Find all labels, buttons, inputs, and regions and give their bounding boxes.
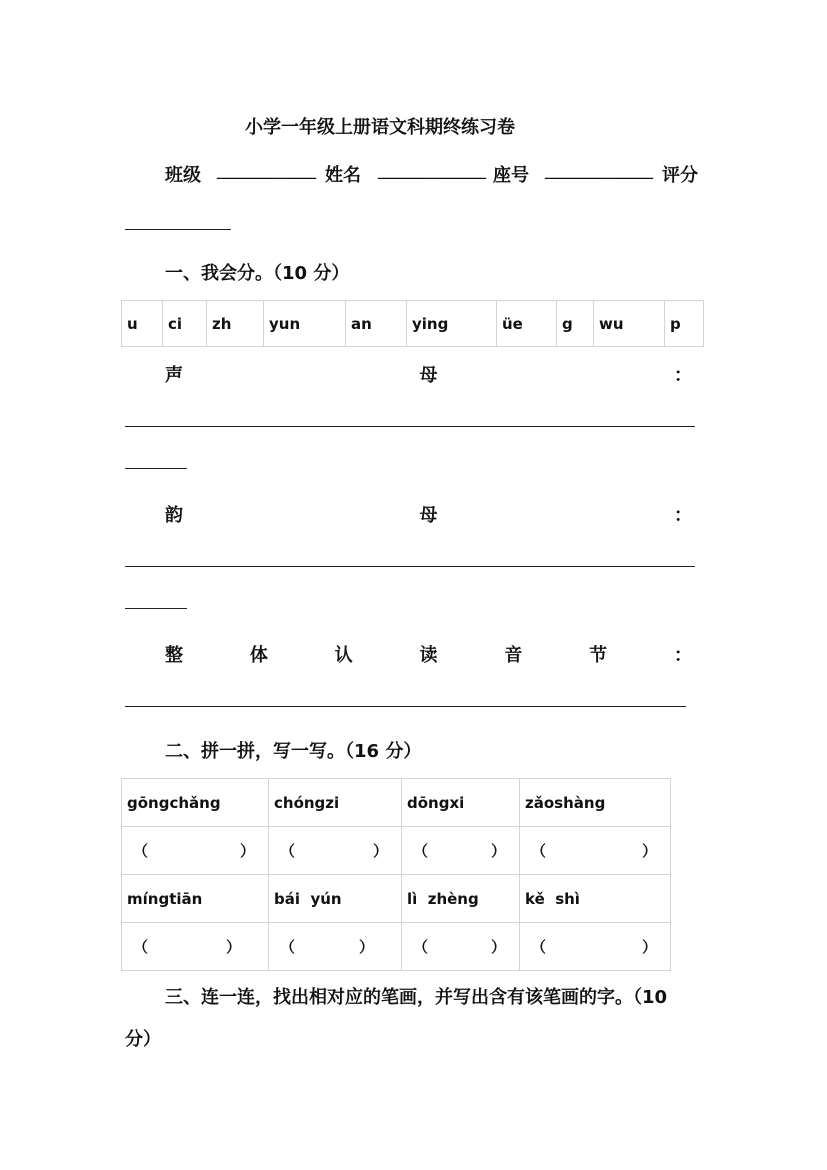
answer-cell[interactable]	[402, 923, 520, 971]
syllable-cell: ying	[407, 301, 497, 347]
pinyin-cell: zǎoshàng	[520, 779, 671, 827]
close-paren: ）	[490, 938, 506, 956]
close-paren: ）	[239, 842, 255, 860]
section3-heading: 三、连一连，找出相对应的笔画，并写出含有该笔画的字。（10	[165, 987, 668, 1008]
initials-answer-line[interactable]	[125, 426, 695, 427]
syllable-cell: u	[122, 301, 163, 347]
open-paren: （	[531, 842, 547, 860]
open-paren: （	[413, 842, 429, 860]
finals-answer-line[interactable]	[125, 566, 695, 567]
name-blank[interactable]: ____________	[378, 159, 486, 180]
finals-char: 韵	[165, 505, 183, 526]
table-row	[122, 827, 671, 875]
answer-cell[interactable]	[269, 827, 402, 875]
open-paren: （	[280, 842, 296, 860]
section3-heading-cont: 分）	[125, 1029, 161, 1050]
initials-char: ：	[674, 365, 692, 386]
answer-cell[interactable]	[402, 827, 520, 875]
table-row	[122, 301, 704, 347]
name-label: 姓名	[325, 165, 361, 186]
pinyin-cell: gōngchǎng	[122, 779, 269, 827]
pinyin-cell: chóngzi	[269, 779, 402, 827]
whole-answer-line[interactable]	[125, 706, 686, 707]
initials-char: 母	[419, 365, 438, 386]
open-paren: （	[413, 938, 429, 956]
whole-char: 体	[249, 645, 268, 666]
table-row	[122, 923, 671, 971]
whole-char: 读	[419, 645, 438, 666]
close-paren: ）	[641, 842, 657, 860]
whole-char: 节	[589, 645, 608, 666]
answer-cell[interactable]	[520, 827, 671, 875]
open-paren: （	[531, 938, 547, 956]
close-paren: ）	[641, 938, 657, 956]
seat-label: 座号	[493, 165, 529, 186]
seat-blank[interactable]: ____________	[545, 159, 653, 180]
pinyin-cell: dōngxi	[402, 779, 520, 827]
syllable-cell: üe	[497, 301, 557, 347]
table-row	[122, 779, 671, 827]
open-paren: （	[133, 842, 149, 860]
syllable-cell: wu	[594, 301, 665, 347]
answer-cell[interactable]	[520, 923, 671, 971]
pinyin-cell: kě shì	[520, 875, 671, 923]
section1-heading: 一、我会分。（10 分）	[165, 263, 350, 284]
syllable-cell: g	[557, 301, 594, 347]
whole-char: 整	[165, 645, 183, 666]
close-paren: ）	[372, 842, 388, 860]
syllable-cell: p	[665, 301, 704, 347]
whole-char: 音	[504, 645, 523, 666]
pinyin-table	[121, 778, 671, 971]
answer-cell[interactable]	[269, 923, 402, 971]
finals-char: ：	[674, 505, 692, 526]
pinyin-cell: bái yún	[269, 875, 402, 923]
pinyin-cell: míngtiān	[122, 875, 269, 923]
table-row	[122, 875, 671, 923]
pinyin-cell: lì zhèng	[402, 875, 520, 923]
finals-char: 母	[419, 505, 438, 526]
close-paren: ）	[225, 938, 241, 956]
finals-answer-line[interactable]	[125, 608, 187, 609]
close-paren: ）	[490, 842, 506, 860]
syllable-table	[121, 300, 704, 347]
syllable-cell: zh	[207, 301, 264, 347]
whole-syllables-label	[165, 641, 692, 667]
class-blank[interactable]: ___________	[217, 159, 316, 180]
open-paren: （	[133, 938, 149, 956]
score-label: 评分	[662, 165, 698, 186]
close-paren: ）	[358, 938, 374, 956]
answer-cell[interactable]	[122, 923, 269, 971]
initials-answer-line[interactable]	[125, 468, 187, 469]
initials-label	[165, 361, 692, 387]
section2-heading: 二、拼一拼，写一写。（16 分）	[165, 741, 422, 762]
finals-label	[165, 501, 692, 527]
score-blank-line[interactable]	[125, 229, 231, 230]
whole-char: ：	[673, 645, 692, 666]
syllable-cell: an	[346, 301, 407, 347]
class-label: 班级	[165, 165, 201, 186]
open-paren: （	[280, 938, 296, 956]
whole-char: 认	[334, 645, 353, 666]
syllable-cell: ci	[163, 301, 207, 347]
syllable-cell: yun	[264, 301, 346, 347]
answer-cell[interactable]	[122, 827, 269, 875]
page-title: 小学一年级上册语文科期终练习卷	[245, 117, 515, 138]
initials-char: 声	[165, 365, 183, 386]
